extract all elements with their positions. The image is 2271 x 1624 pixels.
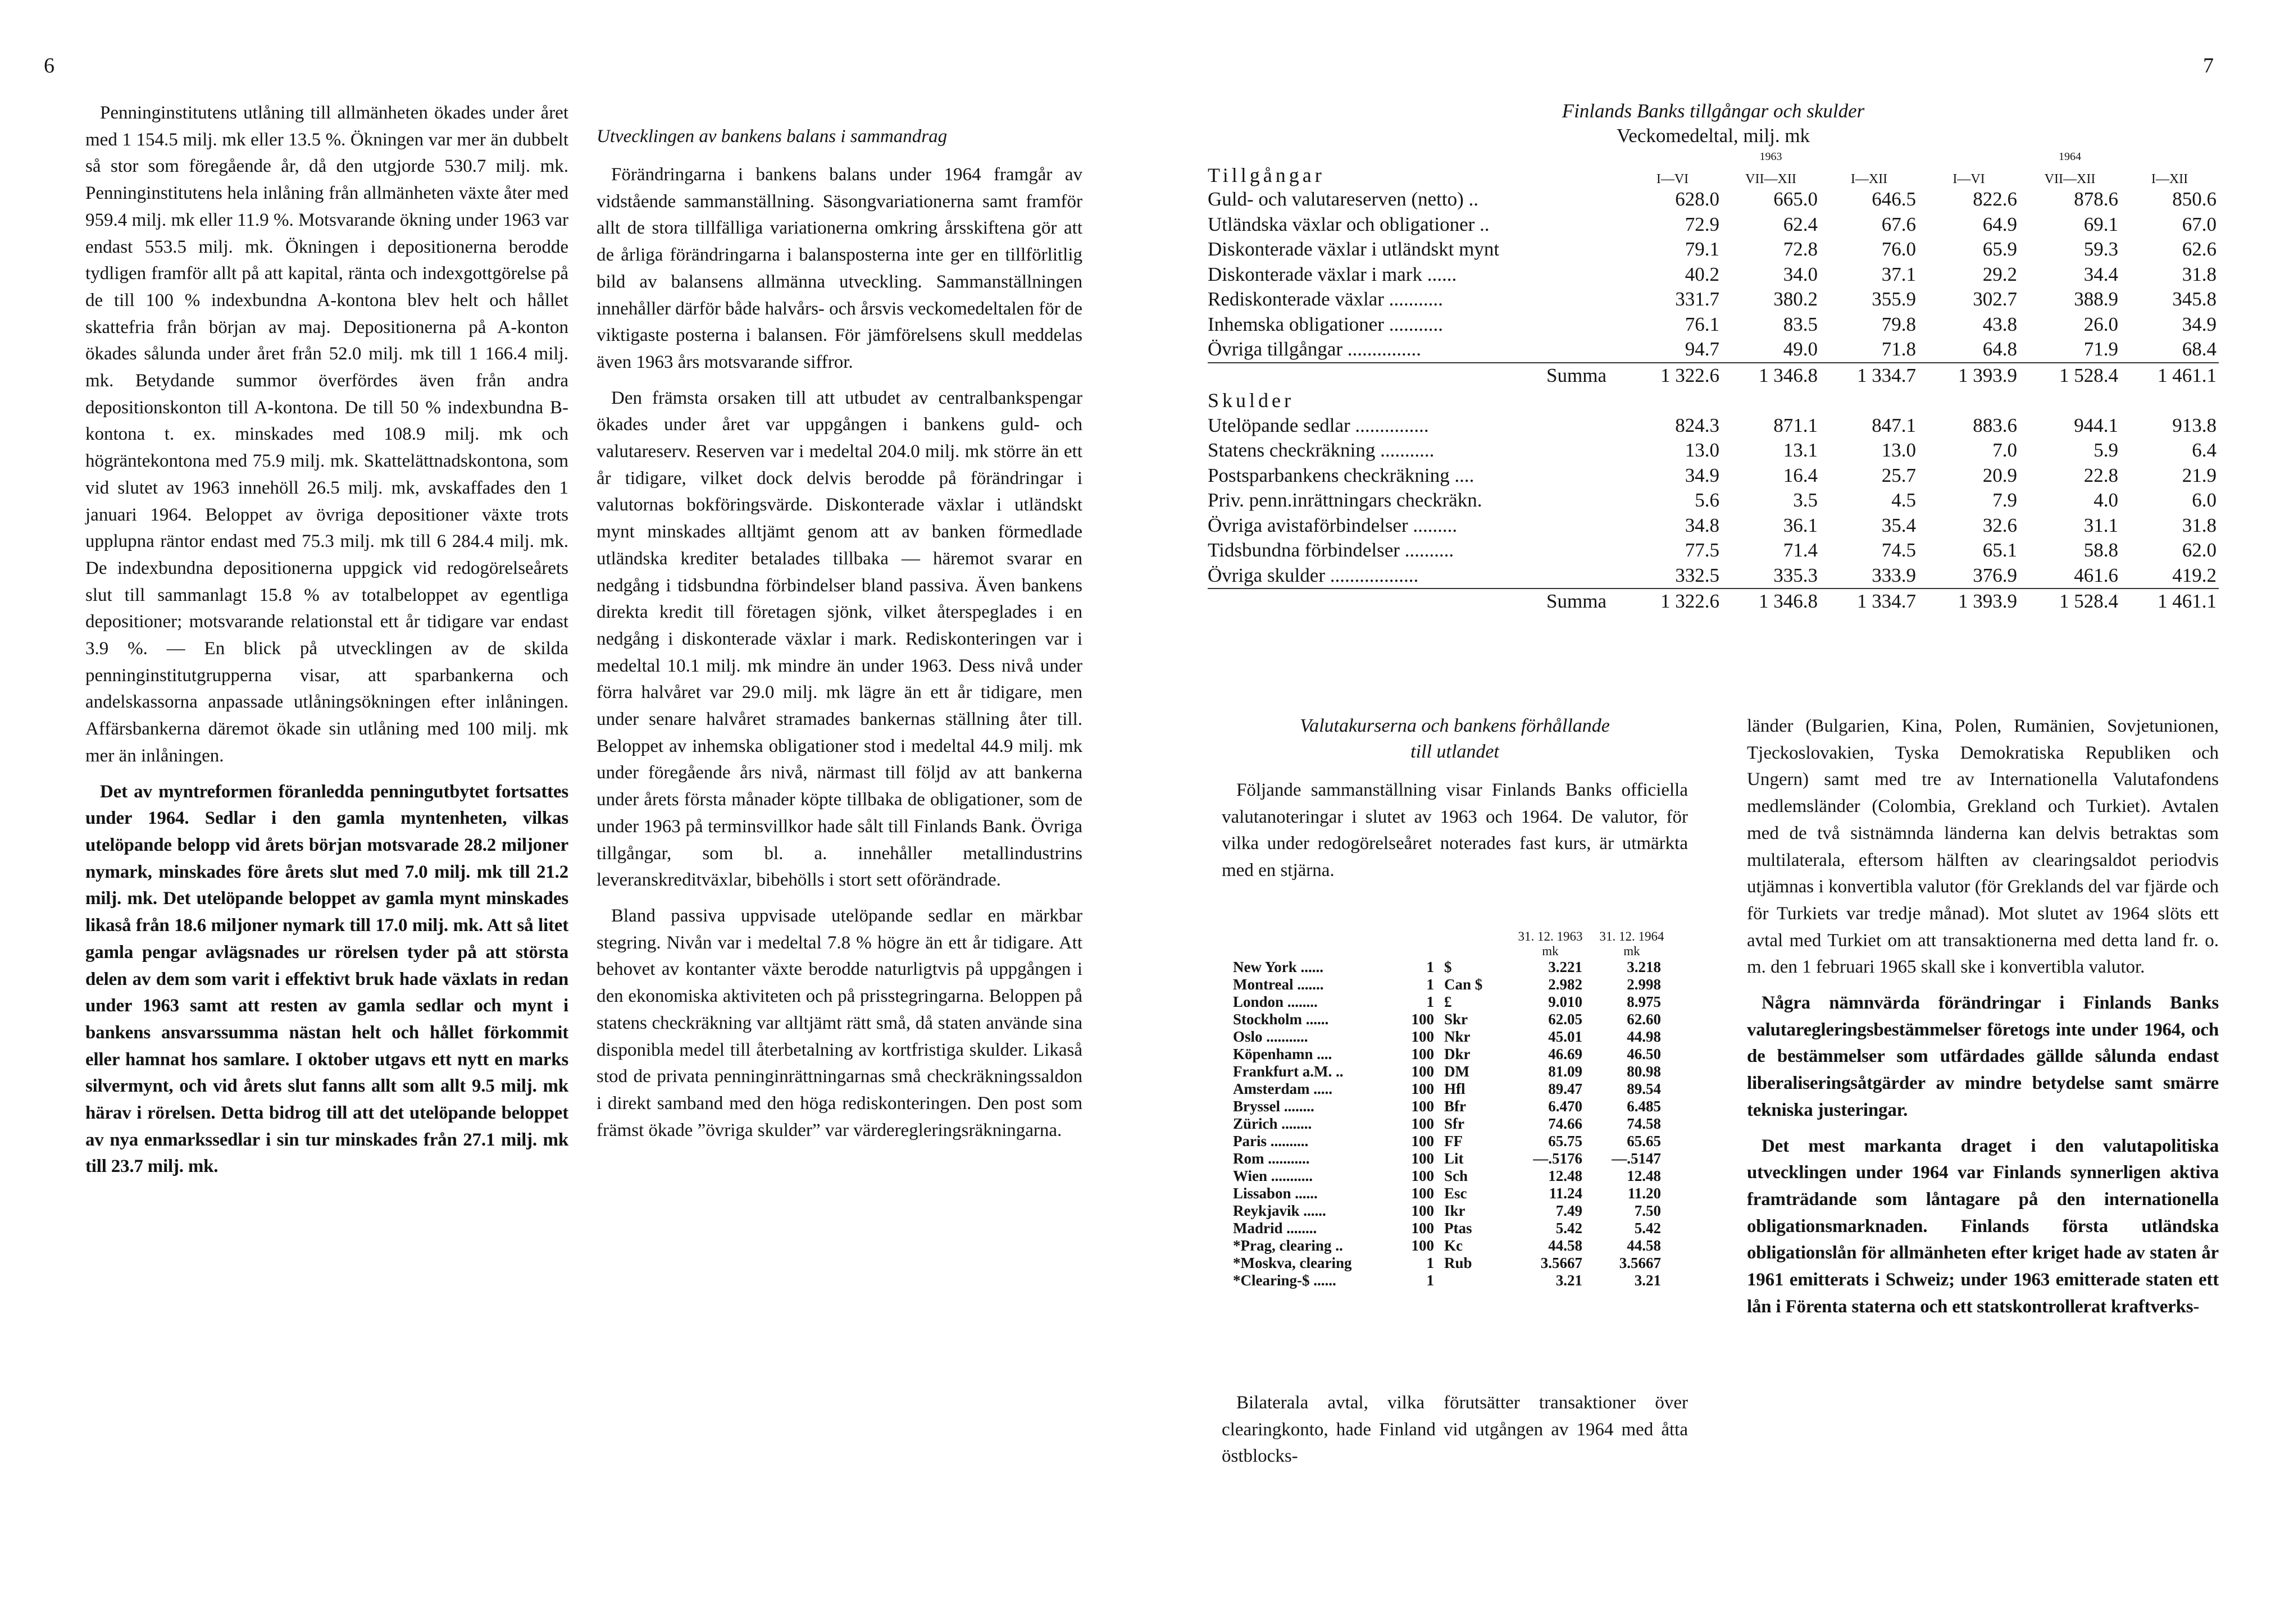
rate-1963: 9.010	[1548, 993, 1582, 1010]
rate-1963: —.5176	[1533, 1150, 1582, 1167]
rate-1963: 5.42	[1555, 1220, 1582, 1237]
text-column-3	[1222, 713, 1688, 884]
assets-heading: Tillgångar	[1208, 164, 1325, 186]
currency: Esc	[1444, 1185, 1467, 1202]
city-label: Stockholm ......	[1233, 1011, 1329, 1028]
rate-1964: 80.98	[1627, 1063, 1661, 1080]
rate-1964: 74.58	[1627, 1115, 1661, 1132]
paragraph: Bilaterala avtal, vilka förutsätter transaktioner över clearingkonto, hade Finland vid utgången av 1964 med åtta östblocks-	[1222, 1393, 1688, 1467]
paragraph: Det av myntreformen föranledda penningutbytet fortsattes under 1964. Sedlar i den gamla myntenheten, vilkas utelöpande belopp vid årets början motsvarade 28.2 miljoner nymark, minskades före årets slut med 7.0 milj. mk till 21.2 milj. mk. Det utelöpande beloppet av gamla mynt minskades likaså från 18.6 miljoner nymark till 17.0 milj. mk. Att så litet gamla pengar avlägsnades ur rörelsen tyder på att största delen av dem som varit i effektivt bruk hade växlats in redan under 1963 samt att resten av gamla sedlar och mynt i bankens ansvarssumma nästan helt och hållet förkommit eller hamnat hos samlare. I oktober utgavs ett nytt en marks silvermynt, och vid årets slut fanns allt som allt 9.5 milj. mk härav i rörelsen. Detta bidrog till att det utelöpande beloppet av nya enmarkssedlar i sin tur minskades från 27.1 milj. mk till 23.7 milj. mk.	[85, 781, 568, 1177]
rate-1963: 12.48	[1548, 1167, 1582, 1184]
paragraph: Penninginstitutens utlåning till allmänheten ökades under året med 1 154.5 milj. mk eller 13.5 %. Ökningen var mer än dubbelt så stor som föregående år, då den utgjorde 530.7 milj. mk. Penninginstitutens hela inlåning från allmänheten växte åter med 959.4 milj. mk eller 11.9 %. Motsvarande ökning under 1963 var endast 553.5 milj. mk. Ökningen i depositionerna berodde tydligen framför allt på att kapital, ränta och indexgottgörelse på de till 100 % indexbundna A-kontona blev helt och hållet skattefria från början av maj. Depositionerna på A-konton ökades sålunda under året från 52.0 milj. mk till 1 166.4 milj. mk. Betydande summor överfördes även från andra depositionskonton till A-kontona. De till 50 % indexbundna B-kontona t. ex. minskades med 108.9 milj. mk och högräntekontona med 75.9 milj. mk. Skattelättnadskontona, som vid slutet av 1963 innehöll 26.5 milj. mk, avskaffades den 1 januari 1964. Beloppet av övriga depositioner växte trots upplupna räntor endast med 75.3 milj. mk till 6 284.4 milj. mk. De indexbundna depositionerna uppgick vid redogörelseårets slut till sammanlagt 15.8 % av totalbeloppet av egentliga depositioner; motsvarande relationstal ett år tidigare var endast 3.9 %. — En blick på utvecklingen av de skilda penninginstitutgrupperna visar, att sparbankerna och andelskassorna anpassade utlåningsökningen efter inlåningen. Affärsbankerna däremot ökade sin utlåning med 100 milj. mk mer än inlåningen.	[85, 103, 568, 766]
assets-total-value: 1 461.1	[2120, 363, 2219, 389]
paragraph: länder (Bulgarien, Kina, Polen, Rumänien, Sovjetunionen, Tjeckoslovakien, Tyska Demokratiska Republiken och Ungern) samt med tre av Internationella Valutafondens medlemsländer (Colombia, Grekland och Turkiet). Avtalen med de två sistnämnda länderna kan delvis betraktas som multilaterala, eftersom hälften av clearingsaldot periodvis utjämnas i konvertibla valutor (för Greklands del var fjärde och för Turkiets var tredje månad). Mot slutet av 1964 slöts ett avtal med Turkiet om att transaktionerna med detta land fr. o. m. den 1 februari 1965 skall ske i konvertibla valutor.	[1747, 716, 2219, 978]
section-heading: Utvecklingen av bankens balans i sammandrag	[597, 126, 948, 147]
cell-value: 335.3	[1773, 564, 1818, 586]
paragraph: Bland passiva uppvisade utelöpande sedlar en märkbar stegring. Nivån var i medeltal 7.8 % högre än ett år tidigare. Att behovet av kontanter växte berodde naturligtvis på uppgången i den ekonomiska aktiviteten och på prisstegringarna. Beloppen på statens checkräkning var alltjämt rätt små, då staten använde sina disponibla medel till återbetalning av kortfristiga skulder. Likaså stod de privata penninginrättningarnas små checkräkningssaldon i direkt samband med den höga rediskonteringen. Den post som främst ökade ”övriga skulder” var värderegleringsräkningarna.	[597, 905, 1082, 1141]
unit-header: mk	[1623, 944, 1640, 958]
row-label: Priv. penn.inrättningars checkräkn.	[1208, 489, 1482, 512]
cell-value: 6.4	[2192, 439, 2217, 462]
cell-value: 65.1	[1982, 539, 2017, 562]
currency: FF	[1444, 1133, 1463, 1149]
table-row	[1233, 1202, 1671, 1220]
cell-value: 388.9	[2074, 288, 2118, 311]
cell-value: 4.0	[2093, 489, 2118, 512]
assets-total-label: Summa	[1208, 363, 1623, 389]
row-label: Tidsbundna förbindelser ..........	[1208, 539, 1454, 562]
city-label: Lissabon ......	[1233, 1185, 1318, 1202]
cell-value: 944.1	[2074, 414, 2118, 436]
rate-1963: 65.75	[1548, 1133, 1582, 1149]
city-label: Bryssel ........	[1233, 1098, 1314, 1115]
cell-value: 850.6	[2172, 188, 2217, 211]
cell-value: 355.9	[1872, 288, 1916, 311]
currency: Rub	[1444, 1255, 1472, 1271]
unit-header: mk	[1542, 944, 1559, 958]
rate-1963: 11.24	[1549, 1185, 1582, 1202]
text-column-3-bottom	[1222, 1390, 1688, 1470]
cell-value: 5.9	[2093, 439, 2118, 462]
row-label: Utelöpande sedlar ...............	[1208, 414, 1429, 436]
rate-1964: 11.20	[1627, 1185, 1661, 1202]
row-label: Övriga avistaförbindelser .........	[1208, 514, 1458, 536]
period-header: VII—XII	[2044, 172, 2096, 186]
currency: Ptas	[1444, 1220, 1472, 1237]
cell-value: 871.1	[1773, 414, 1818, 436]
amount: 100	[1411, 1011, 1434, 1028]
rate-1963: 46.69	[1548, 1046, 1582, 1062]
city-label: Madrid ........	[1233, 1220, 1317, 1237]
cell-value: 40.2	[1685, 263, 1719, 285]
cell-value: 36.1	[1783, 514, 1818, 536]
table-row	[1208, 262, 2219, 288]
row-label: Diskonterade växlar i mark ......	[1208, 263, 1457, 285]
amount: 100	[1411, 1185, 1434, 1202]
currency: Nkr	[1444, 1028, 1471, 1045]
period-header: VII—XII	[1745, 172, 1796, 186]
cell-value: 58.8	[2083, 539, 2118, 562]
cell-value: 883.6	[1973, 414, 2017, 436]
rate-1964: 7.50	[1634, 1202, 1661, 1219]
cell-value: 22.8	[2083, 464, 2118, 486]
rate-1964: 2.998	[1627, 976, 1661, 993]
cell-value: 67.0	[2182, 213, 2217, 235]
table-row	[1208, 187, 2219, 212]
cell-value: 77.5	[1685, 539, 1719, 562]
cell-value: 5.6	[1695, 489, 1719, 512]
city-label: *Prag, clearing ..	[1233, 1237, 1343, 1254]
table-row	[1208, 513, 2219, 539]
heading-line: till utlandet	[1410, 741, 1499, 762]
currency: Bfr	[1444, 1098, 1466, 1115]
city-label: London ........	[1233, 993, 1318, 1010]
row-label: Övriga skulder ..................	[1208, 564, 1419, 586]
cell-value: 64.8	[1982, 338, 2017, 361]
table-row	[1233, 1011, 1671, 1028]
table-row	[1208, 488, 2219, 513]
cell-value: 913.8	[2172, 414, 2217, 436]
rate-1964: 8.975	[1627, 993, 1661, 1010]
table-row	[1208, 287, 2219, 312]
table-row	[1208, 438, 2219, 463]
cell-value: 824.3	[1675, 414, 1719, 436]
table-row	[1233, 1167, 1671, 1185]
date-header-1964: 31. 12. 1964	[1599, 929, 1664, 943]
year-1963: 1963	[1759, 150, 1782, 163]
rate-1963: 44.58	[1548, 1237, 1582, 1254]
cell-value: 83.5	[1783, 313, 1818, 335]
cell-value: 7.0	[1992, 439, 2017, 462]
liabilities-total-value: 1 528.4	[2019, 589, 2120, 614]
cell-value: 628.0	[1675, 188, 1719, 211]
cell-value: 4.5	[1891, 489, 1916, 512]
amount: 100	[1411, 1237, 1434, 1254]
page-number-left: 6	[44, 54, 54, 77]
city-label: Frankfurt a.M. ..	[1233, 1063, 1344, 1080]
cell-value: 6.0	[2192, 489, 2217, 512]
amount: 1	[1426, 1272, 1434, 1289]
cell-value: 72.9	[1685, 213, 1719, 235]
text-column-4	[1747, 713, 2219, 1320]
table-row	[1233, 1272, 1671, 1289]
city-label: Paris ..........	[1233, 1133, 1309, 1149]
assets-total-value: 1 322.6	[1623, 363, 1722, 389]
rate-1964: 5.42	[1634, 1220, 1661, 1237]
row-label: Guld- och valutareserven (netto) ..	[1208, 188, 1479, 211]
year-1964: 1964	[2059, 150, 2081, 163]
table-row	[1233, 1115, 1671, 1133]
table-row	[1233, 1133, 1671, 1150]
currency: Kc	[1444, 1237, 1463, 1254]
cell-value: 665.0	[1773, 188, 1818, 211]
cell-value: 34.9	[2182, 313, 2217, 335]
table-subtitle: Veckomedeltal, milj. mk	[1616, 125, 1810, 147]
currency: Ikr	[1444, 1202, 1466, 1219]
cell-value: 419.2	[2172, 564, 2217, 586]
cell-value: 79.1	[1685, 238, 1719, 261]
cell-value: 302.7	[1973, 288, 2017, 311]
liabilities-total-value: 1 334.7	[1820, 589, 1918, 614]
cell-value: 59.3	[2083, 238, 2118, 261]
paragraph: Några nämnvärda förändringar i Finlands Banks valutaregleringsbestämmelser företogs inte under 1964, och de bestämmelser som utfärdades gällde sålunda endast liberaliseringsåtgärder av mindre betydelse samt smärre tekniska justeringar.	[1747, 993, 2219, 1120]
cell-value: 25.7	[1881, 464, 1916, 486]
cell-value: 878.6	[2074, 188, 2118, 211]
cell-value: 71.9	[2083, 338, 2118, 361]
city-label: Oslo ...........	[1233, 1028, 1308, 1045]
table-row	[1208, 563, 2219, 589]
table-title: Finlands Banks tillgångar och skulder	[1562, 100, 1865, 122]
cell-value: 34.0	[1783, 263, 1818, 285]
currency: DM	[1444, 1063, 1469, 1080]
table-row	[1233, 1237, 1671, 1255]
currency: Skr	[1444, 1011, 1468, 1028]
cell-value: 376.9	[1973, 564, 2017, 586]
amount: 100	[1411, 1115, 1434, 1132]
table-row	[1233, 1150, 1671, 1167]
period-header: I—VI	[1953, 172, 1985, 186]
cell-value: 16.4	[1783, 464, 1818, 486]
period-header: I—XII	[1850, 172, 1888, 186]
amount: 100	[1411, 1133, 1434, 1149]
table-row	[1233, 1080, 1671, 1098]
cell-value: 64.9	[1982, 213, 2017, 235]
text-column-1	[85, 100, 568, 1180]
cell-value: 345.8	[2172, 288, 2217, 311]
cell-value: 43.8	[1982, 313, 2017, 335]
liabilities-total-value: 1 461.1	[2120, 589, 2219, 614]
cell-value: 79.8	[1881, 313, 1916, 335]
table-row	[1233, 1220, 1671, 1237]
city-label: Amsterdam .....	[1233, 1080, 1332, 1097]
cell-value: 31.8	[2182, 263, 2217, 285]
rate-1963: 7.49	[1555, 1202, 1582, 1219]
balance-table-block	[1208, 99, 2219, 614]
liabilities-heading: Skulder	[1208, 389, 1294, 412]
rate-1963: 2.982	[1548, 976, 1582, 993]
liabilities-total-label: Summa	[1208, 589, 1623, 614]
rate-1963: 3.221	[1548, 959, 1582, 975]
rate-1964: 12.48	[1627, 1167, 1661, 1184]
section-heading	[1222, 713, 1688, 765]
amount: 100	[1411, 1167, 1434, 1184]
paragraph: Följande sammanställning visar Finlands Banks officiella valutanoteringar i slutet av 1963 och 1964. De valutor, för vilka under redogörelseåret noterades fast kurs, är utmärkta med en stjärna.	[1222, 780, 1688, 881]
amount: 1	[1426, 959, 1434, 975]
page-number-right: 7	[2203, 54, 2214, 77]
cell-value: 26.0	[2083, 313, 2118, 335]
rate-1963: 45.01	[1548, 1028, 1582, 1045]
cell-value: 21.9	[2182, 464, 2217, 486]
cell-value: 31.1	[2083, 514, 2118, 536]
assets-total-value: 1 346.8	[1722, 363, 1820, 389]
cell-value: 380.2	[1773, 288, 1818, 311]
table-row	[1208, 312, 2219, 337]
cell-value: 34.8	[1685, 514, 1719, 536]
currency: Can $	[1444, 976, 1483, 993]
liabilities-total-value: 1 393.9	[1918, 589, 2019, 614]
cell-value: 71.8	[1881, 338, 1916, 361]
cell-value: 76.0	[1881, 238, 1916, 261]
table-row	[1208, 212, 2219, 238]
paragraph: Det mest markanta draget i den valutapolitiska utvecklingen under 1964 var Finlands synnerligen aktiva framträdande som låntagare på den internationella obligationsmarknaden. Finlands första utländska obligationslån för allmänheten efter kriget hade av staten år 1961 emitterats i Schweiz; under 1963 emitterade staten ett lån i Förenta staterna och ett statskontrollerat kraftverks-	[1747, 1135, 2219, 1317]
cell-value: 68.4	[2182, 338, 2217, 361]
table-row	[1233, 959, 1671, 976]
cell-value: 461.6	[2074, 564, 2118, 586]
currency: Sfr	[1444, 1115, 1464, 1132]
cell-value: 822.6	[1973, 188, 2017, 211]
cell-value: 646.5	[1872, 188, 1916, 211]
cell-value: 29.2	[1982, 263, 2017, 285]
cell-value: 31.8	[2182, 514, 2217, 536]
rate-1964: 3.218	[1627, 959, 1661, 975]
cell-value: 3.5	[1793, 489, 1818, 512]
cell-value: 34.9	[1685, 464, 1719, 486]
rate-1963: 89.47	[1548, 1080, 1582, 1097]
table-row	[1233, 1255, 1671, 1272]
cell-value: 20.9	[1982, 464, 2017, 486]
table-row	[1233, 1063, 1671, 1080]
date-header-1963: 31. 12. 1963	[1518, 929, 1583, 943]
table-row	[1233, 1028, 1671, 1046]
city-label: Rom ...........	[1233, 1150, 1310, 1167]
cell-value: 65.9	[1982, 238, 2017, 261]
table-row	[1208, 413, 2219, 439]
table-row	[1233, 1098, 1671, 1115]
balance-table	[1208, 150, 2219, 614]
amount: 100	[1411, 1028, 1434, 1045]
exchange-rate-table	[1233, 929, 1671, 1289]
city-label: *Clearing-$ ......	[1233, 1272, 1336, 1289]
city-label: Montreal .......	[1233, 976, 1324, 993]
table-row	[1208, 538, 2219, 563]
cell-value: 72.8	[1783, 238, 1818, 261]
cell-value: 7.9	[1992, 489, 2017, 512]
cell-value: 34.4	[2083, 263, 2118, 285]
rate-1964: 44.58	[1627, 1237, 1661, 1254]
rate-1963: 3.21	[1555, 1272, 1582, 1289]
amount: 1	[1426, 1255, 1434, 1271]
rate-1964: 3.21	[1634, 1272, 1661, 1289]
currency: $	[1444, 959, 1452, 975]
period-header: I—XII	[2151, 172, 2188, 186]
amount: 100	[1411, 1150, 1434, 1167]
city-label: New York ......	[1233, 959, 1323, 975]
cell-value: 49.0	[1783, 338, 1818, 361]
exchange-rate-table-block	[1233, 929, 1671, 1289]
table-row	[1233, 1046, 1671, 1063]
row-label: Statens checkräkning ...........	[1208, 439, 1435, 462]
row-label: Postsparbankens checkräkning ....	[1208, 464, 1474, 486]
amount: 100	[1411, 1202, 1434, 1219]
cell-value: 32.6	[1982, 514, 2017, 536]
rate-1963: 6.470	[1548, 1098, 1582, 1115]
amount: 100	[1411, 1080, 1434, 1097]
cell-value: 333.9	[1872, 564, 1916, 586]
rate-1964: 62.60	[1627, 1011, 1661, 1028]
cell-value: 62.0	[2182, 539, 2217, 562]
amount: 100	[1411, 1063, 1434, 1080]
rate-1964: 65.65	[1627, 1133, 1661, 1149]
paragraph: Den främsta orsaken till att utbudet av centralbankspengar ökades under året var uppgången i bankens guld- och valutareserv. Reserven var i medeltal 204.0 milj. mk större än ett år tidigare, vilket dock delvis berodde på förändringar i valutornas bokföringsvärde. Diskonterade växlar i utländskt mynt minskades alltjämt genom att av banken förmedlade utländska krediter betalades tillbaka — häremot svarar en nedgång i tidsbundna förbindelser bland passiva. Även bankens direkta kredit till företagen sjönk, vilket återspeglades i en nedgång i diskonterade växlar i mark. Rediskonteringen var i medeltal 10.1 milj. mk mindre än under 1963. Dess nivå under förra halvåret var 29.0 milj. mk lägre än ett år tidigare, men under senare halvåret stramades bankernas ställning åter till. Beloppet av inhemska obligationer stod i medeltal 44.9 milj. mk under föregående års nivå, närmast till följd av att bankerna under årets första månader köpte tillbaka de obligationer, som de under 1963 på terminsvillkor hade sålt till Finlands Bank. Övriga tillgångar, som bl. a. innehåller metallindustrins leveranskreditväxlar, bibehölls i stort sett oförändrade.	[597, 387, 1082, 891]
table-row	[1208, 237, 2219, 262]
cell-value: 62.6	[2182, 238, 2217, 261]
cell-value: 71.4	[1783, 539, 1818, 562]
cell-value: 37.1	[1881, 263, 1916, 285]
rate-1964: 6.485	[1627, 1098, 1661, 1115]
currency: £	[1444, 993, 1452, 1010]
city-label: Wien ...........	[1233, 1167, 1313, 1184]
currency: Sch	[1444, 1167, 1468, 1184]
cell-value: 331.7	[1675, 288, 1719, 311]
liabilities-total-value: 1 346.8	[1722, 589, 1820, 614]
cell-value: 13.0	[1685, 439, 1719, 462]
cell-value: 35.4	[1881, 514, 1916, 536]
cell-value: 67.6	[1881, 213, 1916, 235]
rate-1963: 74.66	[1548, 1115, 1582, 1132]
row-label: Utländska växlar och obligationer ..	[1208, 213, 1490, 235]
amount: 100	[1411, 1220, 1434, 1237]
rate-1964: 3.5667	[1619, 1255, 1661, 1271]
cell-value: 76.1	[1685, 313, 1719, 335]
table-row	[1208, 337, 2219, 363]
currency: Hfl	[1444, 1080, 1466, 1097]
table-row	[1233, 1185, 1671, 1202]
currency: Dkr	[1444, 1046, 1471, 1062]
cell-value: 13.0	[1881, 439, 1916, 462]
paragraph: Förändringarna i bankens balans under 1964 framgår av vidstående sammanställning. Säsongvariationerna samt framför allt de stora tillfälliga variationerna omkring årsskiftena gör att de årliga förändringarna i balansposterna inte ger en tillförlitlig bild av balansens allmänna utveckling. Sammanställningen innehåller därför både halvårs- och årsvis veckomedeltalen för de viktigaste posterna i balansen. För jämförelsens skull meddelas även 1963 års motsvarande siffror.	[597, 165, 1082, 372]
city-label: *Moskva, clearing	[1233, 1255, 1352, 1271]
text-column-2	[597, 124, 1082, 1144]
cell-value: 62.4	[1783, 213, 1818, 235]
assets-total-value: 1 334.7	[1820, 363, 1918, 389]
cell-value: 69.1	[2083, 213, 2118, 235]
assets-total-value: 1 528.4	[2019, 363, 2120, 389]
assets-total-value: 1 393.9	[1918, 363, 2019, 389]
row-label: Övriga tillgångar ...............	[1208, 338, 1422, 361]
table-row	[1208, 463, 2219, 489]
heading-line: Valutakurserna och bankens förhållande	[1300, 715, 1610, 736]
amount: 1	[1426, 976, 1434, 993]
row-label: Diskonterade växlar i utländskt mynt	[1208, 238, 1500, 261]
currency	[1441, 1272, 1508, 1289]
rate-1963: 62.05	[1548, 1011, 1582, 1028]
rate-1963: 3.5667	[1540, 1255, 1582, 1271]
amount: 100	[1411, 1046, 1434, 1062]
cell-value: 332.5	[1675, 564, 1719, 586]
rate-1964: 89.54	[1627, 1080, 1661, 1097]
table-row	[1233, 993, 1671, 1011]
table-row	[1233, 976, 1671, 993]
currency: Lit	[1444, 1150, 1464, 1167]
rate-1964: 46.50	[1627, 1046, 1661, 1062]
cell-value: 13.1	[1783, 439, 1818, 462]
rate-1963: 81.09	[1548, 1063, 1582, 1080]
amount: 1	[1426, 993, 1434, 1010]
rate-1964: —.5147	[1612, 1150, 1661, 1167]
liabilities-total-value: 1 322.6	[1623, 589, 1722, 614]
row-label: Inhemska obligationer ...........	[1208, 313, 1443, 335]
amount: 100	[1411, 1098, 1434, 1115]
cell-value: 74.5	[1881, 539, 1916, 562]
row-label: Rediskonterade växlar ...........	[1208, 288, 1443, 311]
city-label: Köpenhamn ....	[1233, 1046, 1332, 1062]
cell-value: 94.7	[1685, 338, 1719, 361]
cell-value: 847.1	[1872, 414, 1916, 436]
city-label: Zürich ........	[1233, 1115, 1312, 1132]
rate-1964: 44.98	[1627, 1028, 1661, 1045]
period-header: I—VI	[1656, 172, 1689, 186]
city-label: Reykjavik ......	[1233, 1202, 1326, 1219]
